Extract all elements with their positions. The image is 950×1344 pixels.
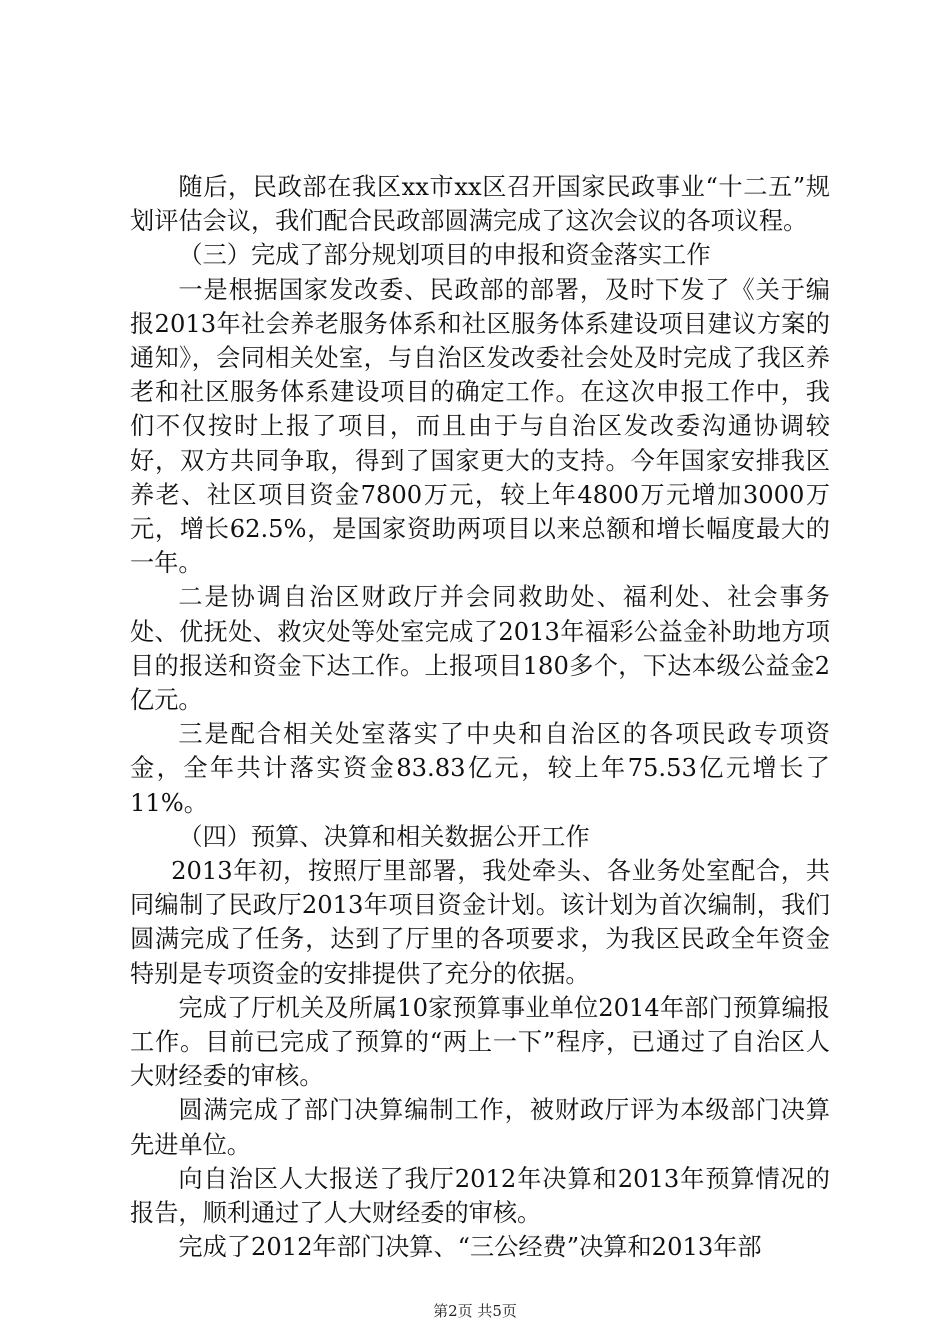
paragraph-report: 向自治区人大报送了我厅2012年决算和2013年预算情况的报告，顺利通过了人大财经委的审核。 [130, 1164, 830, 1228]
paragraph-item-2: 二是协调自治区财政厅并会同救助处、福利处、社会事务处、优抚处、救灾处等处室完成了2013年福彩公益金补助地方项目的报送和资金下达工作。上报项目180多个，下达本级公益金2亿元。 [130, 583, 830, 715]
paragraph-2013-plan: 2013年初，按照厅里部署，我处牵头、各业务处室配合，共同编制了民政厅2013年项目资金计划。该计划为首次编制，我们圆满完成了任务，达到了厅里的各项要求，为我区民政全年资金特别是专项资金的安排提供了充分的依据。 [130, 857, 830, 988]
paragraph-final-accounts: 圆满完成了部门决算编制工作，被财政厅评为本级部门决算先进单位。 [130, 1096, 830, 1159]
document-body [130, 170, 830, 1265]
section-heading-3: （三）完成了部分规划项目的申报和资金落实工作 [178, 241, 711, 270]
paragraph-2014-budget: 完成了厅机关及所属10家预算事业单位2014年部门预算编报工作。目前已完成了预算的“两上一下”程序，已通过了自治区人大财经委的审核。 [130, 993, 830, 1091]
paragraph-item-3: 三是配合相关处室落实了中央和自治区的各项民政专项资金，全年共计落实资金83.83亿元，较上年75.53亿元增长了11%。 [130, 720, 830, 817]
paragraph-continued: 完成了2012年部门决算、“三公经费”决算和2013年部 [178, 1233, 762, 1262]
section-heading-4: （四）预算、决算和相关数据公开工作 [178, 822, 590, 851]
page-number-footer: 第2页 共5页 [433, 1302, 517, 1320]
paragraph-meeting: 随后，民政部在我区xx市xx区召开国家民政事业“十二五”规划评估会议，我们配合民政部圆满完成了这次会议的各项议程。 [130, 173, 830, 236]
paragraph-item-1: 一是根据国家发改委、民政部的部署，及时下发了《关于编报2013年社会养老服务体系和社区服务体系建设项目建议方案的通知》，会同相关处室，与自治区发改委社会处及时完成了我区养老和社区服务体系建设项目的确定工作。在这次申报工作中，我们不仅按时上报了项目，而且由于与自治区发改委沟通协调较好，双方共同争取，得到了国家更大的支持。今年国家安排我区养老、社区项目资金7800万元，较上年4800万元增加3000万元，增长62.5%，是国家资助两项目以来总额和增长幅度最大的一年。 [130, 275, 830, 578]
